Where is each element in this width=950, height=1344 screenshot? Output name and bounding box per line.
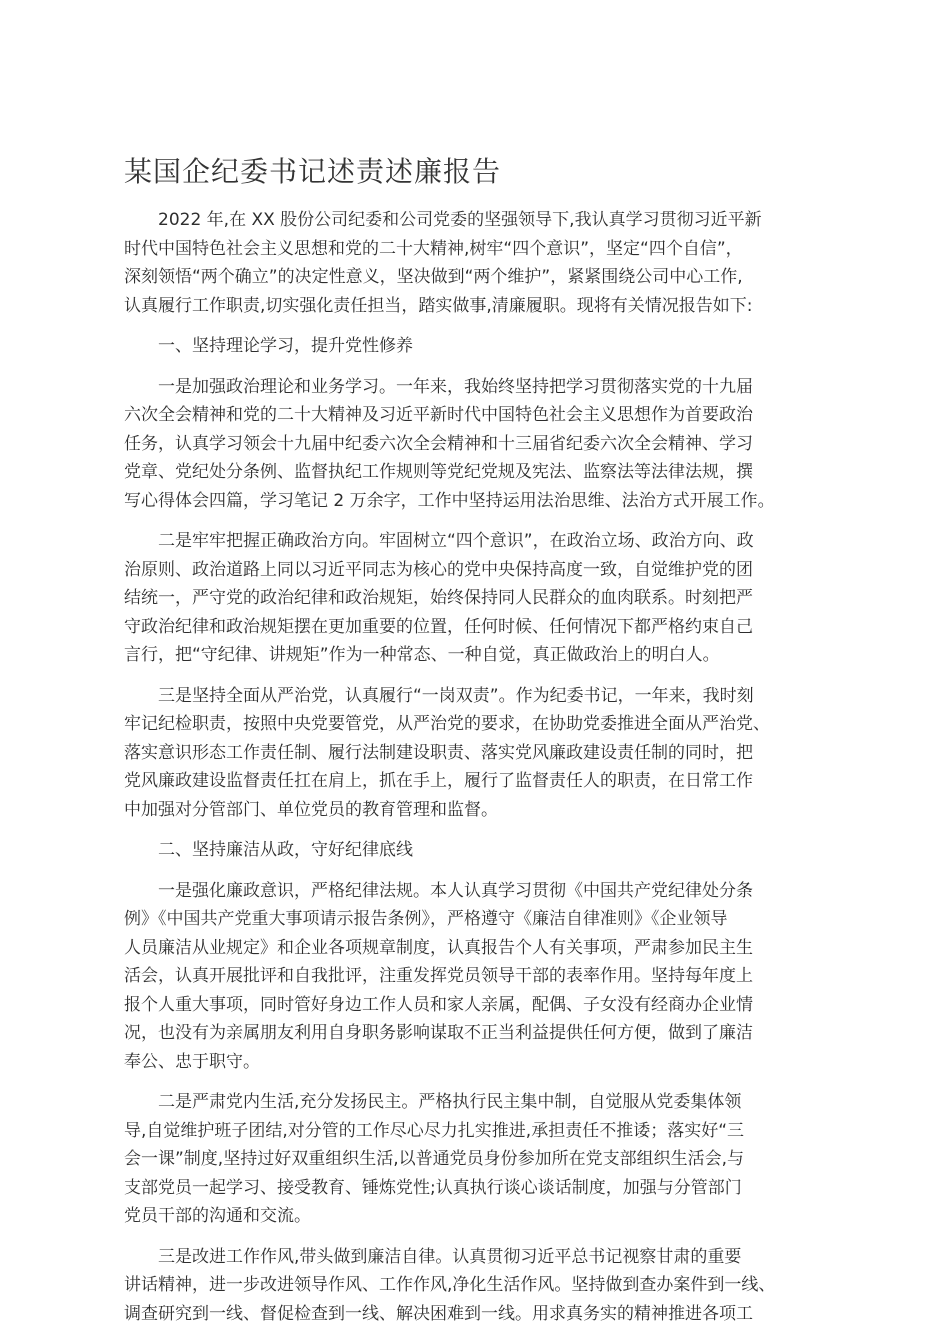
text-line: 党章、党纪处分条例、监督执纪工作规则等党纪党规及宪法、监察法等法律法规，撰 <box>124 462 753 482</box>
text-line: 认真履行工作职责,切实强化责任担当，踏实做事,清廉履职。现将有关情况报告如下: <box>124 295 753 316</box>
text-line: 一是加强政治理论和业务学习。一年来，我始终坚持把学习贯彻落实党的十九届 <box>158 376 753 397</box>
text-line: 一、坚持理论学习，提升党性修养 <box>158 336 413 356</box>
text-line: 报个人重大事项，同时管好身边工作人员和家人亲属，配偶、子女没有经商办企业情 <box>124 994 753 1015</box>
text-line: 写心得体会四篇，学习笔记 2 万余字，工作中坚持运用法治思维、法治方式开展工作。 <box>124 490 775 511</box>
text-line: 治原则、政治道路上同以习近平同志为核心的党中央保持高度一致，自觉维护党的团 <box>124 559 753 580</box>
text-line: 讲话精神，进一步改进领导作风、工作作风,净化生活作风。坚持做到查办案件到一线、 <box>124 1275 776 1295</box>
text-line: 一是强化廉政意识，严格纪律法规。本人认真学习贯彻《中国共产党纪律处分条 <box>158 880 753 901</box>
section-heading <box>124 332 829 361</box>
text-line: 活会，认真开展批评和自我批评，注重发挥党员领导干部的表率作用。坚持每年度上 <box>124 966 753 986</box>
text-line: 2022 年,在 XX 股份公司纪委和公司党委的坚强领导下,我认真学习贯彻习近平新 <box>158 210 762 230</box>
text-line: 人员廉洁从业规定》和企业各项规章制度，认真报告个人有关事项，严肃参加民主生 <box>124 937 753 958</box>
text-line: 任务，认真学习领会十九届中纪委六次全会精神和十三届省纪委六次全会精神、学习 <box>124 433 753 454</box>
section-heading <box>124 836 829 865</box>
text-line: 三是改进工作作风,带头做到廉洁自律。认真贯彻习近平总书记视察甘肃的重要 <box>158 1246 742 1267</box>
paragraph <box>124 1243 829 1329</box>
text-line: 时代中国特色社会主义思想和党的二十大精神,树牢“四个意识”，坚定“四个自信”， <box>124 238 743 259</box>
paragraph <box>124 373 829 516</box>
document-title: 某国企纪委书记述责述廉报告 <box>124 155 502 188</box>
text-line: 深刻领悟“两个确立”的决定性意义，坚决做到“两个维护”，紧紧围绕公司中心工作, <box>124 267 743 287</box>
text-line: 会一课”制度,坚持过好双重组织生活,以普通党员身份参加所在党支部组织生活会,与 <box>124 1149 745 1169</box>
paragraph <box>124 1088 829 1231</box>
paragraph <box>124 206 829 320</box>
document-body <box>124 206 829 1340</box>
text-line: 党风廉政建设监督责任扛在肩上，抓在手上，履行了监督责任人的职责，在日常工作 <box>124 771 753 791</box>
text-line: 导,自觉维护班子团结,对分管的工作尽心尽力扎实推进,承担责任不推诿；落实好“三 <box>124 1120 745 1141</box>
text-line: 结统一，严守党的政治纪律和政治规矩，始终保持同人民群众的血肉联系。时刻把严 <box>124 588 753 608</box>
text-line: 二、坚持廉洁从政，守好纪律底线 <box>158 840 413 860</box>
text-line: 落实意识形态工作责任制、履行法制建设职责、落实党风廉政建设责任制的同时，把 <box>124 742 753 763</box>
text-line: 奉公、忠于职守。 <box>124 1051 260 1072</box>
text-line: 调查研究到一线、督促检查到一线、解决困难到一线。用求真务实的精神推进各项工 <box>124 1303 753 1324</box>
text-line: 三是坚持全面从严治党，认真履行“一岗双责”。作为纪委书记，一年来，我时刻 <box>158 685 754 706</box>
text-line: 六次全会精神和党的二十大精神及习近平新时代中国特色社会主义思想作为首要政治 <box>124 405 753 425</box>
text-line: 牢记纪检职责，按照中央党要管党，从严治党的要求，在协助党委推进全面从严治党、 <box>124 714 770 734</box>
text-line: 二是严肃党内生活,充分发扬民主。严格执行民主集中制，自觉服从党委集体领 <box>158 1092 742 1112</box>
paragraph <box>124 877 829 1077</box>
text-line: 中加强对分管部门、单位党员的教育管理和监督。 <box>124 799 498 820</box>
paragraph <box>124 527 829 670</box>
text-line: 支部党员一起学习、接受教育、锤炼党性;认真执行谈心谈话制度，加强与分管部门 <box>124 1177 742 1198</box>
paragraph <box>124 682 829 825</box>
text-line: 例》《中国共产党重大事项请示报告条例》，严格遵守《廉洁自律准则》《企业领导 <box>124 909 728 929</box>
text-line: 二是牢牢把握正确政治方向。牢固树立“四个意识”，在政治立场、政治方向、政 <box>158 531 754 551</box>
text-line: 况，也没有为亲属朋友利用自身职务影响谋取不正当利益提供任何方便，做到了廉洁 <box>124 1023 753 1043</box>
text-line: 党员干部的沟通和交流。 <box>124 1206 311 1226</box>
text-line: 守政治纪律和政治规矩摆在更加重要的位置，任何时候、任何情况下都严格约束自己 <box>124 616 753 637</box>
text-line: 言行，把“守纪律、讲规矩”作为一种常态、一种自觉，真正做政治上的明白人。 <box>124 645 720 665</box>
